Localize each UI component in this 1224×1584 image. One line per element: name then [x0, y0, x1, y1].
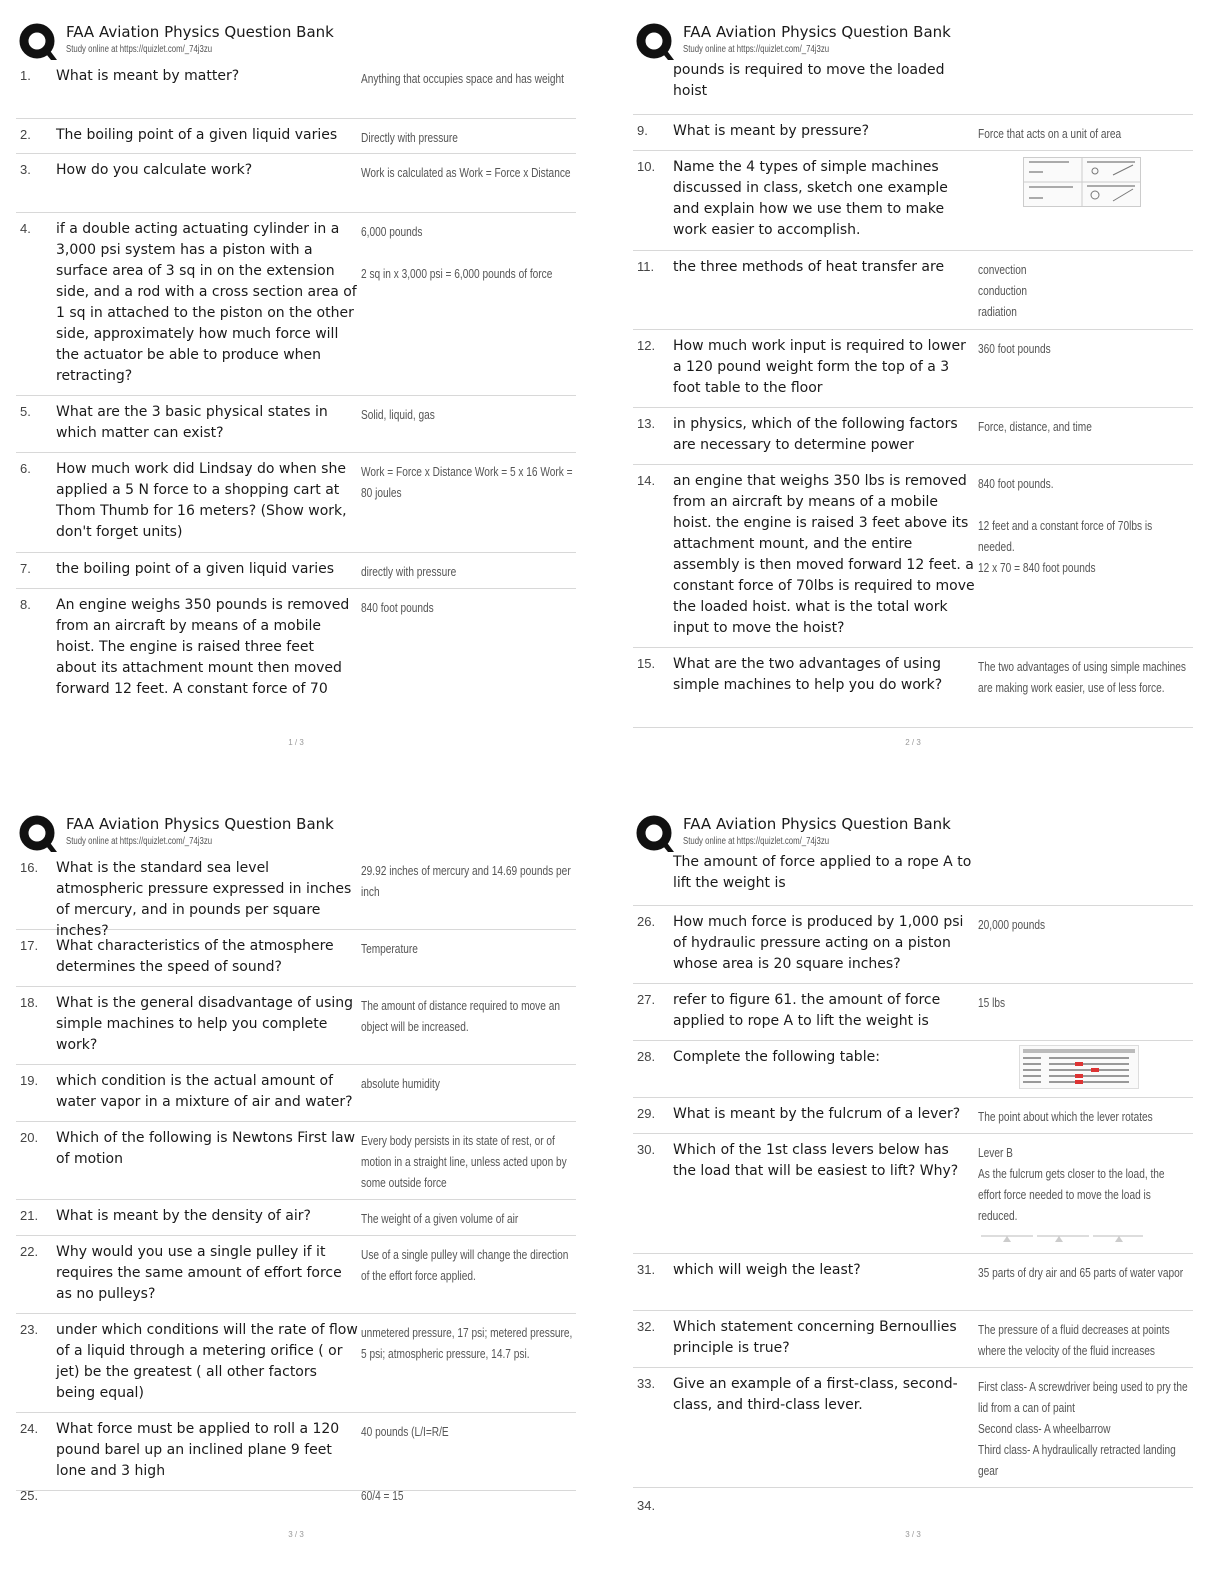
answer: directly with pressure [361, 564, 457, 579]
list-item [633, 115, 1193, 151]
item-number: 5. [20, 404, 31, 419]
question: Name the 4 types of simple machines discussed in class, sketch one example and explain how we use them to make work easier to accomplish. [673, 159, 948, 238]
question: Give an example of a first-class, second-class, and third-class lever. [673, 1376, 958, 1413]
answer: unmetered pressure, 17 psi; metered pressure, 5 psi; atmospheric pressure, 14.7 psi. [361, 1325, 573, 1361]
item-number: 16. [20, 860, 39, 875]
list-item [16, 60, 576, 119]
answer: 6,000 pounds 2 sq in x 3,000 psi = 6,000 pounds of force [361, 224, 553, 281]
list-item [633, 151, 1193, 251]
list-item [633, 648, 1193, 728]
quizlet-logo-icon [635, 22, 675, 62]
list-item [16, 213, 576, 396]
item-number: 32. [637, 1319, 656, 1334]
answer: 840 foot pounds [361, 600, 434, 615]
answer: 35 parts of dry air and 65 parts of water vapor [978, 1265, 1184, 1280]
question: in physics, which of the following factors are necessary to determine power [673, 416, 958, 453]
answer: 20,000 pounds [978, 917, 1046, 932]
answer: 40 pounds (L/I=R/E [361, 1424, 449, 1439]
list-item [16, 1236, 576, 1314]
question: Complete the following table: [673, 1049, 880, 1065]
question-continuation: The amount of force applied to a rope A to lift the weight is [673, 854, 972, 891]
list-item [633, 408, 1193, 465]
quizlet-logo-icon [635, 814, 675, 854]
list-item [633, 1368, 1193, 1488]
header-subtitle: Study online at https://quizlet.com/_74j3zu [66, 836, 213, 847]
item-number: 8. [20, 597, 31, 612]
page-header [16, 812, 596, 852]
quizlet-logo-icon [18, 22, 58, 62]
question: What is meant by matter? [56, 68, 240, 84]
question: Which of the following is Newtons First law of motion [56, 1130, 356, 1167]
question: What characteristics of the atmosphere determines the speed of sound? [56, 938, 334, 975]
question: which will weigh the least? [673, 1262, 861, 1278]
item-number: 15. [637, 656, 656, 671]
list-item [633, 906, 1193, 984]
item-number: 9. [637, 123, 648, 138]
list-item [16, 154, 576, 213]
page-footer: 1 / 3 [288, 738, 304, 747]
answer: 840 foot pounds. 12 feet and a constant force of 70lbs is needed. 12 x 70 = 840 foot pounds [978, 476, 1153, 575]
page-header [633, 812, 1213, 852]
page-header [16, 20, 596, 60]
question: the boiling point of a given liquid varies [56, 561, 335, 577]
question: an engine that weighs 350 lbs is removed from an aircraft by means of a mobile hoist. the engine is raised 3 feet above its attachment mount, and the entire assembly is then moved forward 12 feet. a constant force of 70lbs is required to move the loaded hoist. what is the total work input to move the hoist? [673, 473, 975, 636]
list-item [16, 852, 576, 939]
question: refer to figure 61. the amount of force applied to rope A to lift the weight is [673, 992, 941, 1029]
list-item [633, 1098, 1193, 1134]
item-number: 26. [637, 914, 656, 929]
question: How much work did Lindsay do when she applied a 5 N force to a shopping cart at Thom Thumb for 16 meters? (Show work, don't forget units) [56, 461, 347, 540]
question: What is the standard sea level atmospheric pressure expressed in inches of mercury, and in pounds per square inches? [56, 860, 352, 939]
question: What are the two advantages of using simple machines to help you do work? [673, 656, 943, 693]
item-number: 1. [20, 68, 31, 83]
list-item [633, 1311, 1193, 1368]
question: Why would you use a single pulley if it requires the same amount of effort force as no pulleys? [56, 1244, 342, 1302]
list-item [633, 984, 1193, 1041]
list-item [633, 251, 1193, 330]
item-number: 4. [20, 221, 31, 236]
item-number: 2. [20, 127, 31, 142]
answer: The weight of a given volume of air [361, 1211, 519, 1226]
list-item [16, 1200, 576, 1236]
question: An engine weighs 350 pounds is removed from an aircraft by means of a mobile hoist. The engine is raised three feet about its attachment mount then moved forward 12 feet. A constant force of 70 [56, 597, 350, 697]
item-number: 3. [20, 162, 31, 177]
item-number: 27. [637, 992, 656, 1007]
answer: Temperature [361, 941, 418, 956]
question: How much work input is required to lower a 120 pound weight form the top of a 3 foot table to the floor [673, 338, 966, 396]
page-header [633, 20, 1213, 60]
answer: 29.92 inches of mercury and 14.69 pounds per inch [361, 863, 571, 899]
page-1 [16, 20, 596, 780]
question: How do you calculate work? [56, 162, 253, 178]
list-item [16, 453, 576, 553]
page-4 [633, 812, 1213, 1572]
answer: Solid, liquid, gas [361, 407, 435, 422]
item-number: 18. [20, 995, 39, 1010]
item-number: 28. [637, 1049, 656, 1064]
answer: The point about which the lever rotates [978, 1109, 1153, 1124]
question: under which conditions will the rate of flow of a liquid through a metering orifice ( or jet) be the greatest ( all other factors being equal) [56, 1322, 358, 1401]
question: which condition is the actual amount of water vapor in a mixture of air and water? [56, 1073, 353, 1110]
header-subtitle: Study online at https://quizlet.com/_74j3zu [66, 44, 213, 55]
answer: Force, distance, and time [978, 419, 1092, 434]
header-title: FAA Aviation Physics Question Bank [683, 815, 951, 833]
answer: Use of a single pulley will change the direction of the effort force applied. [361, 1247, 569, 1283]
question: What is the general disadvantage of using simple machines to help you complete work? [56, 995, 354, 1053]
page-3 [16, 812, 596, 1572]
item-number: 11. [637, 259, 655, 274]
page-2 [633, 20, 1213, 780]
question: What are the 3 basic physical states in which matter can exist? [56, 404, 328, 441]
header-title: FAA Aviation Physics Question Bank [66, 23, 334, 41]
header-subtitle: Study online at https://quizlet.com/_74j3zu [683, 44, 830, 55]
question: What is meant by the fulcrum of a lever? [673, 1106, 961, 1122]
answer: Force that acts on a unit of area [978, 126, 1122, 141]
item-number: 14. [637, 473, 656, 488]
list-item [16, 553, 576, 589]
answer: Work = Force x Distance Work = 5 x 16 Work = 80 joules [361, 464, 573, 500]
item-number: 31. [637, 1262, 656, 1277]
item-number: 12. [637, 338, 656, 353]
list-item [16, 1122, 576, 1200]
page-footer: 2 / 3 [905, 738, 921, 747]
answer: The pressure of a fluid decreases at points where the velocity of the fluid increases [978, 1322, 1170, 1358]
answer: Every body persists in its state of rest, or of motion in a straight line, unless acted upon by some outside force [361, 1133, 567, 1190]
question: the three methods of heat transfer are [673, 259, 945, 275]
list-item [633, 1041, 1193, 1098]
answer: The two advantages of using simple machines are making work easier, use of less force. [978, 659, 1186, 695]
continued-text [633, 60, 1193, 115]
question: What is meant by the density of air? [56, 1208, 311, 1224]
answer: The amount of distance required to move an object will be increased. [361, 998, 560, 1034]
question: The boiling point of a given liquid varies [56, 127, 338, 143]
answer: Directly with pressure [361, 130, 458, 145]
item-number: 25. [20, 1488, 39, 1503]
question: How much force is produced by 1,000 psi of hydraulic pressure acting on a piston whose area is 20 square inches? [673, 914, 964, 972]
item-number: 34. [637, 1498, 656, 1513]
header-subtitle: Study online at https://quizlet.com/_74j3zu [683, 836, 830, 847]
item-number: 13. [637, 416, 656, 431]
list-item [16, 1065, 576, 1122]
item-number: 7. [20, 561, 31, 576]
page-footer: 3 / 3 [288, 1530, 304, 1539]
question: What is meant by pressure? [673, 123, 870, 139]
continued-text [633, 852, 1193, 906]
simple-machines-thumbnail-image [1023, 157, 1141, 207]
list-item [633, 465, 1193, 648]
quizlet-logo-icon [18, 814, 58, 854]
answer: 15 lbs [978, 995, 1006, 1010]
list-item [16, 1314, 576, 1413]
list-item [16, 1413, 576, 1491]
list-item [16, 396, 576, 453]
answer: Lever B As the fulcrum gets closer to the load, the effort force needed to move the load is reduced. [978, 1145, 1165, 1223]
list-item [16, 589, 576, 709]
item-number: 33. [637, 1376, 656, 1391]
list-item [16, 930, 576, 987]
levers-thumbnail-image [979, 1226, 1145, 1246]
item-number: 17. [20, 938, 39, 953]
answer: Anything that occupies space and has weight [361, 71, 564, 86]
item-number: 10. [637, 159, 656, 174]
item-number: 19. [20, 1073, 39, 1088]
item-number: 21. [20, 1208, 39, 1223]
answer: absolute humidity [361, 1076, 440, 1091]
list-item [633, 330, 1193, 408]
question: if a double acting actuating cylinder in a 3,000 psi system has a piston with a surface area of 3 sq in on the extension side, and a rod with a cross section area of 1 sq in attached to the piston on the other side, approximately how much force will the actuator be able to produce when retracting? [56, 221, 357, 384]
answer: 360 foot pounds [978, 341, 1051, 356]
header-title: FAA Aviation Physics Question Bank [683, 23, 951, 41]
list-item [633, 1134, 1193, 1254]
answer: Work is calculated as Work = Force x Distance [361, 165, 571, 180]
question-continuation: pounds is required to move the loaded hoist [673, 62, 945, 99]
item-number: 20. [20, 1130, 39, 1145]
list-item [633, 1254, 1193, 1311]
item-number: 6. [20, 461, 31, 476]
header-title: FAA Aviation Physics Question Bank [66, 815, 334, 833]
list-item [16, 119, 576, 154]
item-number: 29. [637, 1106, 656, 1121]
answer: 60/4 = 15 [361, 1488, 404, 1503]
item-number: 30. [637, 1142, 656, 1157]
page-footer: 3 / 3 [905, 1530, 921, 1539]
question: What force must be applied to roll a 120 pound barel up an inclined plane 9 feet lone and 3 high [56, 1421, 340, 1479]
answer: First class- A screwdriver being used to pry the lid from a can of paint Second class- A wheelbarrow Third class- A hydraulically retracted landing gear [978, 1379, 1188, 1478]
item-number: 24. [20, 1421, 39, 1436]
table-thumbnail-image [1019, 1045, 1139, 1089]
item-number: 23. [20, 1322, 39, 1337]
question: Which statement concerning Bernoullies principle is true? [673, 1319, 957, 1356]
answer: convection conduction radiation [978, 262, 1028, 319]
item-number: 22. [20, 1244, 39, 1259]
question: Which of the 1st class levers below has the load that will be easiest to lift? Why? [673, 1142, 959, 1179]
list-item [16, 987, 576, 1065]
